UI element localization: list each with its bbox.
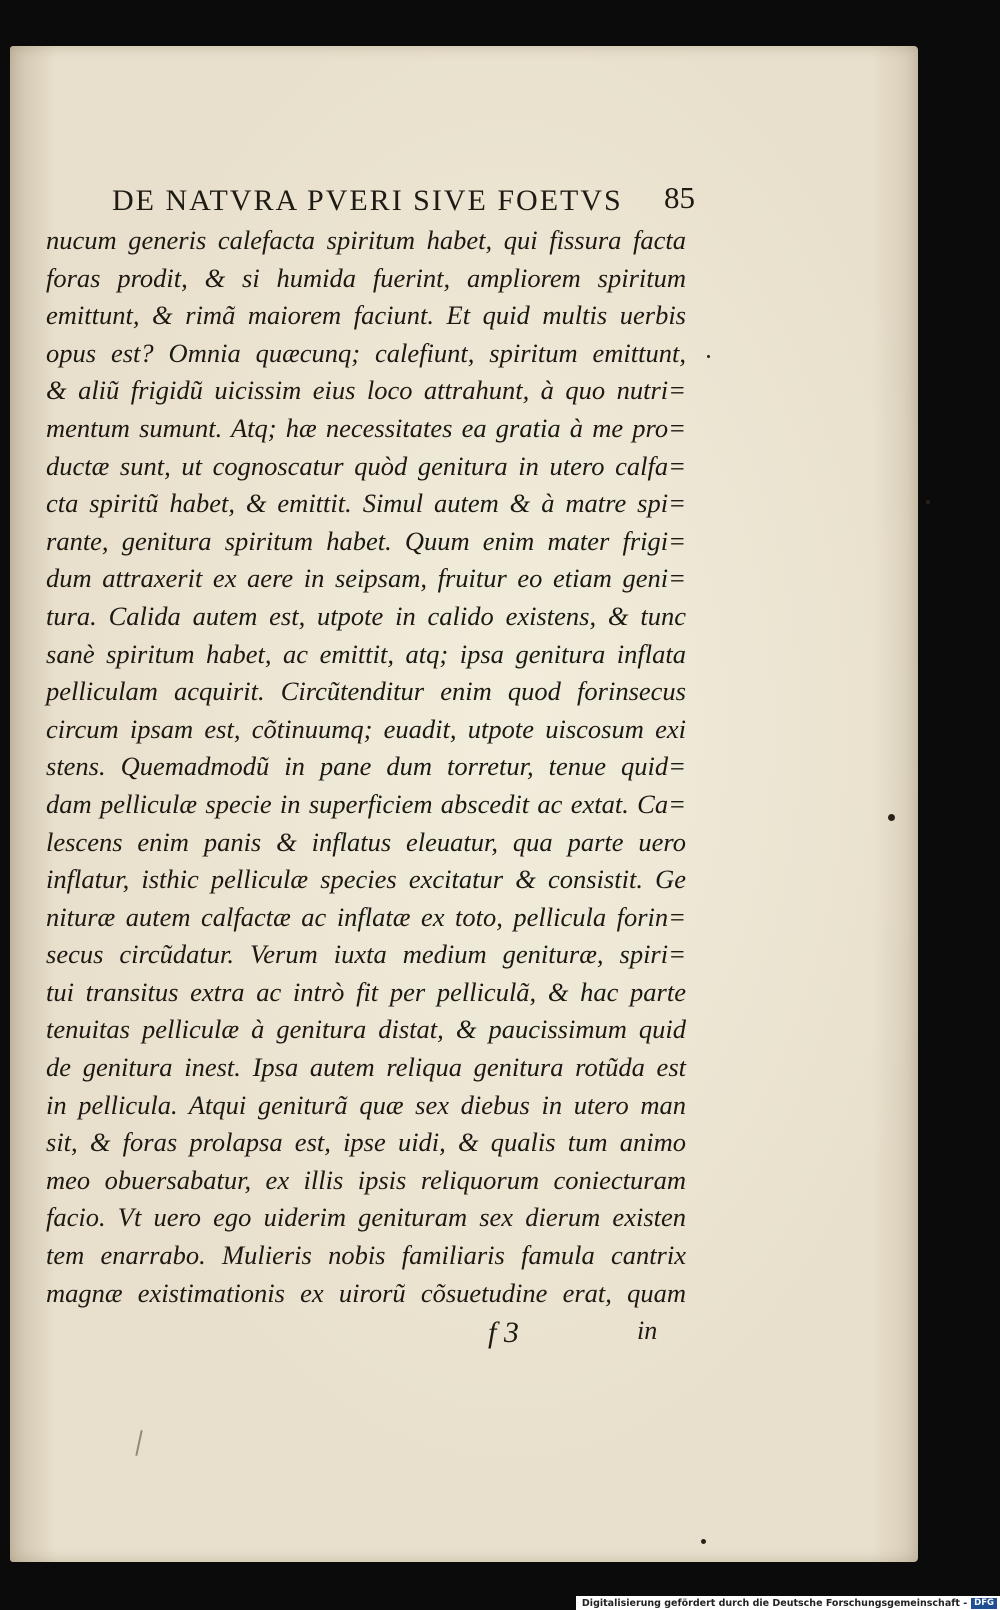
page-number: 85 (664, 180, 695, 215)
ink-speck (926, 500, 930, 504)
running-head: DE NATVRA PVERI SIVE FOETVS (112, 184, 623, 217)
catchword: in (637, 1316, 658, 1345)
text-line: magnæ existimationis ex uirorũ cõsuetudine erat, quam (46, 1277, 686, 1308)
signature-mark: f 3 (488, 1316, 519, 1349)
text-line: & aliũ frigidũ uicissim eius loco attrahunt, à quo nutri= (46, 375, 686, 406)
text-line: sit, & foras prolapsa est, ipse uidi, & qualis tum animo (46, 1127, 686, 1158)
text-line: foras prodit, & si humida fuerint, ampliorem spiritum (46, 262, 686, 293)
text-line: de genitura inest. Ipsa autem reliqua genitura rotũda est (46, 1052, 686, 1083)
text-line: lescens enim panis & inflatus eleuatur, qua parte uero (46, 826, 686, 857)
text-line: tem enarrabo. Mulieris nobis familiaris famula cantrix (46, 1240, 686, 1271)
text-line: nucum generis calefacta spiritum habet, qui fissura facta (46, 225, 686, 255)
text-line: dum attraxerit ex aere in seipsam, fruitur eo etiam geni= (46, 563, 686, 594)
text-line: dam pelliculæ specie in superficiem abscedit ac extat. Ca= (46, 788, 686, 819)
text-line: cta spiritũ habet, & emittit. Simul autem & à matre spi= (46, 488, 686, 519)
text-line: tui transitus extra ac intrò fit per pelliculã, & hac parte (46, 976, 686, 1007)
ink-speck (701, 1539, 706, 1544)
text-line: ductæ sunt, ut cognoscatur quòd genitura in utero calfa= (46, 450, 686, 481)
text-line: tenuitas pelliculæ à genitura distat, & paucissimum quid (46, 1014, 686, 1045)
text-line: nituræ autem calfactæ ac inflatæ ex toto, pellicula forin= (46, 901, 686, 932)
text-line: sanè spiritum habet, ac emittit, atq; ipsa genitura inflata (46, 638, 686, 669)
text-line: in pellicula. Atqui geniturã quæ sex diebus in utero man (46, 1089, 686, 1120)
text-line: secus circũdatur. Verum iuxta medium genituræ, spiri= (46, 939, 686, 970)
text-line: opus est? Omnia quæcunq; calefiunt, spiritum emittunt, (46, 337, 686, 368)
text-line: rante, genitura spiritum habet. Quum enim mater frigi= (46, 525, 686, 556)
text-line: emittunt, & rimã maiorem faciunt. Et quid multis uerbis (46, 300, 686, 331)
ink-speck (707, 355, 710, 358)
ink-speck (888, 814, 895, 821)
dfg-logo: DFG (971, 1598, 997, 1609)
text-line: pelliculam acquirit. Circũtenditur enim quod forinsecus (46, 676, 686, 707)
main-text-block (46, 222, 686, 1312)
pencil-mark (135, 1430, 142, 1456)
text-line: inflatur, isthic pelliculæ species excitatur & consistit. Ge (46, 864, 686, 895)
digitization-credit-bar (576, 1596, 1000, 1610)
text-line: tura. Calida autem est, utpote in calido existens, & tunc (46, 600, 686, 631)
text-line: facio. Vt uero ego uiderim genituram sex dierum existen (46, 1202, 686, 1233)
text-line: stens. Quemadmodũ in pane dum torretur, tenue quid= (46, 751, 686, 782)
text-line: mentum sumunt. Atq; hæ necessitates ea gratia à me pro= (46, 412, 686, 443)
text-line: circum ipsam est, cõtinuumq; euadit, utpote uiscosum exi (46, 713, 686, 744)
credit-text: Digitalisierung gefördert durch die Deutsche Forschungsgemeinschaft - (581, 1597, 968, 1609)
text-line: meo obuersabatur, ex illis ipsis reliquorum coniecturam (46, 1164, 686, 1195)
